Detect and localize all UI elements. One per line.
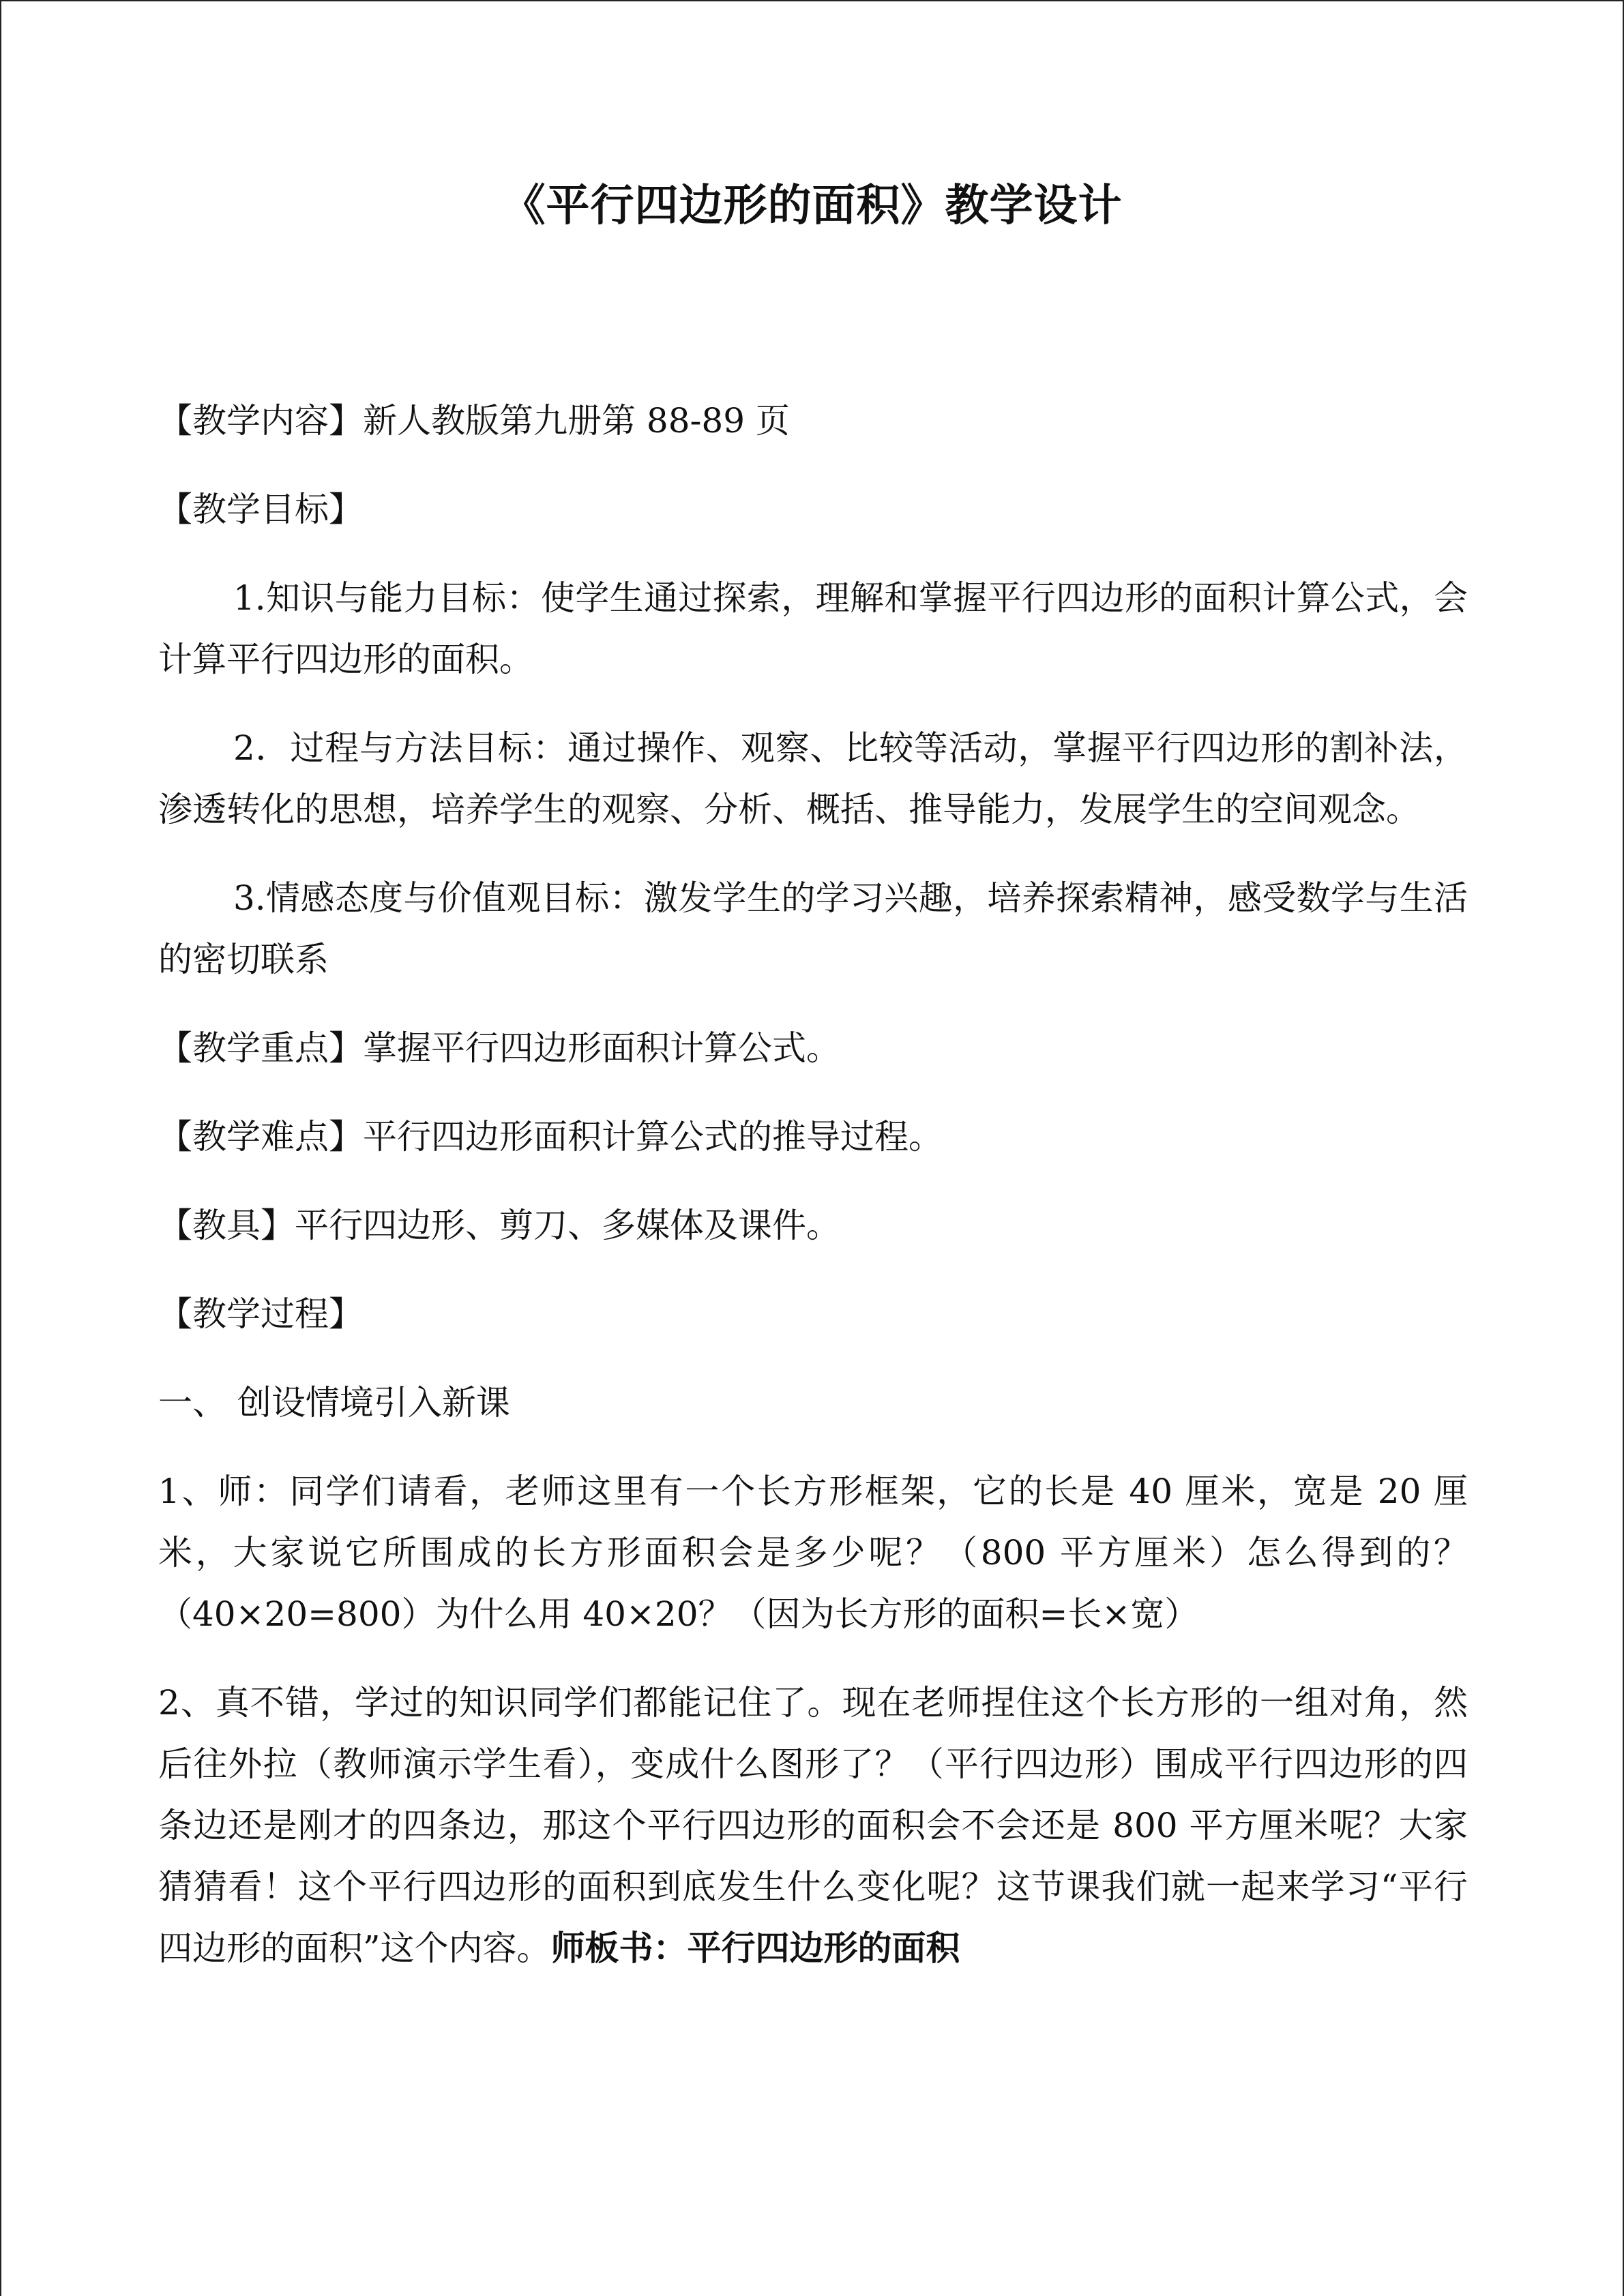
tools-line: 【教具】平行四边形、剪刀、多媒体及课件。	[158, 1206, 840, 1245]
teaching-content-line: 【教学内容】新人教版第九册第 88-89 页	[158, 401, 790, 441]
document-title: 《平行四边形的面积》教学设计	[501, 180, 1123, 231]
objectives-heading: 【教学目标】	[158, 490, 363, 529]
objective-2: 2．过程与方法目标：通过操作、观察、比较等活动，掌握平行四边形的割补法，渗透转化的思想，培养学生的观察、分析、概括、推导能力，发展学生的空间观念。	[158, 728, 1468, 829]
step-2-paragraph	[158, 1672, 1468, 1979]
objective-1: 1.知识与能力目标：使学生通过探索，理解和掌握平行四边形的面积计算公式，会计算平行四边形的面积。	[158, 578, 1468, 679]
process-heading: 【教学过程】	[158, 1294, 363, 1334]
key-point-line: 【教学重点】掌握平行四边形面积计算公式。	[158, 1028, 840, 1068]
step-1-paragraph: 1、师：同学们请看，老师这里有一个长方形框架，它的长是 40 厘米，宽是 20 厘米，大家说它所围成的长方形面积会是多少呢？（800 平方厘米）怎么得到的？（40×20=800）为什么用 40×20？（因为长方形的面积=长×宽）	[158, 1472, 1468, 1634]
difficulty-line: 【教学难点】平行四边形面积计算公式的推导过程。	[158, 1117, 943, 1157]
board-writing: 师板书：平行四边形的面积	[550, 1928, 960, 1968]
document-body	[158, 390, 1468, 2006]
step-2-text: 2、真不错，学过的知识同学们都能记住了。现在老师捏住这个长方形的一组对角，然后往外拉（教师演示学生看），变成什么图形了？（平行四边形）围成平行四边形的四条边还是刚才的四条边，那这个平行四边形的面积会不会还是 800 平方厘米呢？大家猜猜看！这个平行四边形的面积到底发生什么变化呢？这节课我们就一起来学习“平行四边形的面积”这个内容。	[158, 1683, 1468, 1968]
objective-3: 3.情感态度与价值观目标：激发学生的学习兴趣，培养探索精神，感受数学与生活的密切联系	[158, 878, 1468, 979]
section-1-heading: 一、 创设情境引入新课	[158, 1383, 510, 1422]
